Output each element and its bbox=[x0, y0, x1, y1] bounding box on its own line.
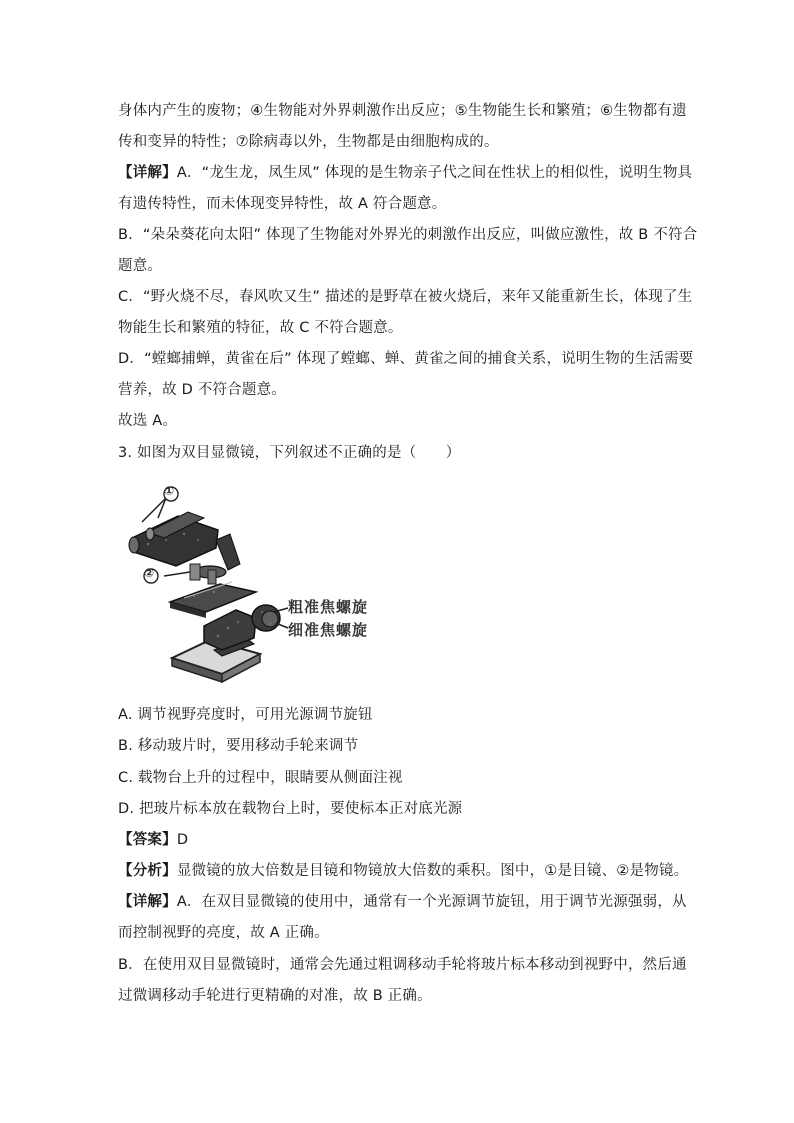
text-line: 过微调移动手轮进行更精确的对准，故 B 正确。 bbox=[118, 988, 432, 1004]
question-stem: 3. 如图为双目显微镜，下列叙述不正确的是（ ） bbox=[118, 445, 461, 461]
text-line: C．“野火烧不尽，春风吹又生” 描述的是野草在被火烧后，来年又能重新生长，体现了生 bbox=[118, 289, 693, 305]
answer-tag: 【答案】 bbox=[118, 832, 177, 848]
analysis-line bbox=[118, 861, 688, 881]
analysis-tag: 【分析】 bbox=[118, 863, 177, 879]
text-line: 有遗传特性，而未体现变异特性，故 A 符合题意。 bbox=[118, 196, 447, 212]
text-line: 物能生长和繁殖的特征，故 C 不符合题意。 bbox=[118, 320, 403, 336]
answer-line bbox=[118, 830, 188, 850]
text-line: 身体内产生的废物；④生物能对外界刺激作出反应；⑤生物能生长和繁殖；⑥生物都有遗 bbox=[118, 103, 687, 119]
text-line: 故选 A。 bbox=[118, 413, 178, 429]
text-line: 营养，故 D 不符合题意。 bbox=[118, 382, 286, 398]
text-line bbox=[118, 163, 692, 183]
text-line: 题意。 bbox=[118, 258, 163, 274]
microscope-illustration bbox=[118, 478, 378, 690]
text-line: B．在使用双目显微镜时，通常会先通过粗调移动手轮将玻片标本移动到视野中，然后通 bbox=[118, 957, 687, 973]
figure-label-fine-focus: 细准焦螺旋 bbox=[288, 621, 369, 639]
detail-text: A．在双目显微镜的使用中，通常有一个光源调节旋钮，用于调节光源强弱，从 bbox=[176, 894, 687, 910]
option-c: C. 载物台上升的过程中，眼睛要从侧面注视 bbox=[118, 770, 403, 786]
text-line: D．“螳螂捕蝉，黄雀在后” 体现了螳螂、蝉、黄雀之间的捕食关系，说明生物的生活需要 bbox=[118, 351, 694, 367]
text-span: A．“龙生龙，凤生凤” 体现的是生物亲子代之间在性状上的相似性，说明生物具 bbox=[176, 165, 693, 181]
text-line: 而控制视野的亮度，故 A 正确。 bbox=[118, 925, 329, 941]
figure-label-objective: ② bbox=[144, 566, 156, 580]
option-b: B. 移动玻片时，要用移动手轮来调节 bbox=[118, 738, 359, 754]
answer-value: D bbox=[176, 832, 189, 848]
analysis-text: 显微镜的放大倍数是目镜和物镜放大倍数的乘积。图中，①是目镜、②是物镜。 bbox=[176, 863, 689, 879]
figure-label-coarse-focus: 粗准焦螺旋 bbox=[288, 598, 369, 616]
detail-tag: 【详解】 bbox=[118, 165, 177, 181]
text-line: 传和变异的特性；⑦除病毒以外，生物都是由细胞构成的。 bbox=[118, 134, 499, 150]
detail-tag: 【详解】 bbox=[118, 894, 177, 910]
option-d: D. 把玻片标本放在载物台上时，要使标本正对底光源 bbox=[118, 801, 463, 817]
detail-line bbox=[118, 892, 687, 912]
text-line: B．“朵朵葵花向太阳” 体现了生物能对外界光的刺激作出反应，叫做应激性，故 B 不符合 bbox=[118, 227, 698, 243]
option-a: A. 调节视野亮度时，可用光源调节旋钮 bbox=[118, 707, 373, 723]
figure-label-eyepiece: ① bbox=[164, 484, 176, 498]
microscope-figure bbox=[118, 478, 378, 690]
